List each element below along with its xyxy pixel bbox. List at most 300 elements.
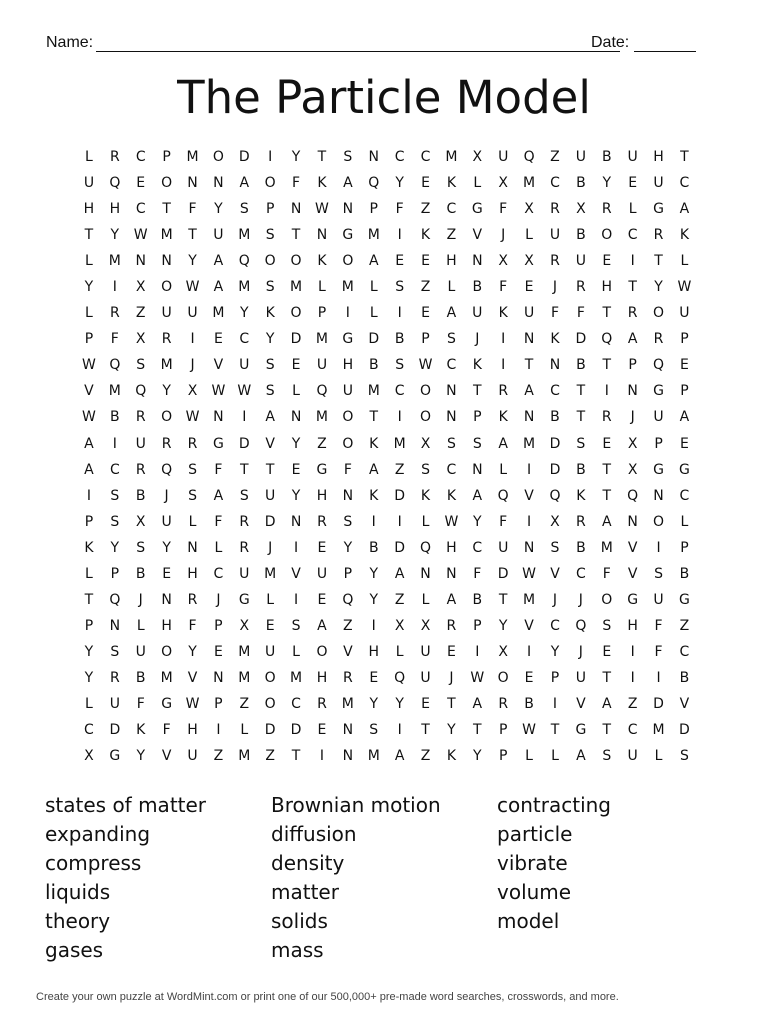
grid-letter: K — [576, 487, 586, 504]
grid-letter: L — [85, 305, 93, 322]
grid-letter: P — [84, 513, 94, 530]
grid-letter: W — [211, 383, 226, 400]
footer-text: Create your own puzzle at WordMint.com or print one of our 500,000+ pre-made word searches, crosswords, and more. — [36, 991, 619, 1003]
grid-letter: Y — [550, 643, 560, 660]
grid-letter: N — [420, 565, 431, 582]
grid-letter: J — [138, 591, 143, 608]
grid-letter: N — [472, 461, 483, 478]
grid-letter: A — [213, 279, 224, 296]
grid-letter: A — [213, 487, 224, 504]
grid-letter: L — [628, 201, 637, 218]
grid-letter: Z — [394, 591, 405, 608]
grid-letter: O — [290, 253, 302, 270]
grid-letter: D — [368, 331, 380, 348]
grid-letter: H — [316, 669, 328, 686]
grid-letter: E — [265, 617, 275, 634]
grid-letter: S — [136, 539, 146, 556]
word-list-item: diffusion — [271, 822, 357, 846]
grid-letter: I — [397, 409, 402, 426]
grid-letter: A — [498, 435, 508, 452]
grid-letter: R — [135, 409, 146, 426]
grid-letter: D — [109, 722, 121, 739]
grid-letter: K — [420, 227, 431, 244]
word-list-item: vibrate — [497, 851, 568, 875]
grid-letter: W — [444, 513, 459, 530]
grid-letter: N — [523, 539, 535, 556]
grid-letter: Y — [188, 253, 197, 270]
grid-letter: I — [552, 696, 558, 712]
grid-letter: L — [85, 149, 93, 166]
grid-letter: X — [498, 643, 508, 660]
grid-letter: I — [216, 722, 221, 739]
grid-letter: E — [317, 722, 327, 739]
grid-letter: C — [291, 696, 301, 712]
grid-letter: Z — [135, 305, 146, 322]
grid-letter: O — [161, 175, 173, 192]
grid-letter: M — [367, 383, 380, 400]
grid-letter: N — [290, 409, 302, 426]
grid-letter: I — [242, 409, 247, 426]
grid-letter: M — [367, 748, 380, 765]
grid-letter: O — [601, 227, 613, 244]
grid-letter: J — [501, 227, 506, 244]
grid-letter: W — [677, 279, 692, 296]
page-title: The Particle Model — [177, 71, 591, 124]
grid-letter: E — [317, 539, 327, 556]
grid-letter: U — [109, 696, 120, 712]
grid-letter: N — [523, 409, 535, 426]
grid-letter: I — [397, 513, 402, 530]
grid-letter: Z — [213, 748, 224, 765]
grid-letter: N — [109, 617, 121, 634]
grid-letter: T — [473, 383, 482, 400]
grid-letter: L — [318, 279, 326, 296]
grid-letter: T — [576, 409, 586, 426]
grid-letter: U — [316, 565, 328, 582]
grid-letter: O — [264, 696, 276, 712]
grid-letter: N — [187, 539, 198, 556]
grid-letter: L — [85, 565, 93, 582]
grid-letter: G — [575, 722, 587, 739]
grid-letter: Y — [214, 201, 223, 218]
grid-letter: A — [368, 253, 379, 270]
grid-letter: L — [680, 513, 689, 530]
grid-letter: C — [84, 722, 94, 739]
grid-letter: K — [446, 748, 456, 765]
grid-letter: D — [264, 722, 276, 739]
grid-letter: U — [239, 357, 250, 374]
grid-letter: I — [397, 227, 402, 244]
grid-letter: A — [84, 435, 94, 452]
grid-letter: E — [317, 591, 327, 608]
grid-letter: O — [342, 409, 354, 426]
grid-letter: X — [498, 253, 508, 270]
grid-letter: L — [654, 748, 663, 765]
grid-letter: C — [109, 461, 120, 478]
grid-letter: F — [499, 201, 508, 218]
grid-letter: Y — [188, 643, 197, 660]
grid-letter: L — [551, 748, 559, 765]
grid-letter: R — [550, 201, 560, 218]
grid-letter: T — [84, 591, 94, 608]
grid-letter: L — [525, 227, 533, 244]
grid-letter: M — [341, 696, 354, 712]
grid-letter: I — [397, 305, 402, 322]
grid-letter: R — [239, 513, 250, 530]
grid-letter: R — [187, 591, 198, 608]
grid-letter: T — [654, 253, 663, 270]
grid-letter: M — [523, 591, 536, 608]
grid-letter: O — [653, 305, 665, 322]
grid-letter: Z — [550, 149, 560, 166]
grid-letter: T — [291, 227, 301, 244]
grid-letter: T — [628, 279, 637, 296]
grid-letter: U — [679, 305, 690, 322]
grid-letter: I — [527, 643, 532, 660]
grid-letter: Y — [84, 643, 94, 660]
word-list-item: volume — [497, 880, 572, 904]
grid-letter: W — [418, 357, 433, 374]
grid-letter: I — [630, 643, 635, 660]
grid-letter: M — [108, 253, 121, 270]
grid-letter: Y — [369, 565, 379, 582]
grid-letter: B — [576, 175, 586, 192]
grid-letter: T — [602, 357, 612, 374]
grid-letter: B — [601, 149, 612, 166]
grid-letter: L — [85, 253, 93, 270]
grid-letter: C — [472, 539, 483, 556]
grid-letter: N — [161, 253, 172, 270]
grid-letter: R — [653, 227, 664, 244]
grid-letter: N — [627, 383, 638, 400]
grid-letter: I — [190, 331, 195, 348]
grid-letter: X — [472, 149, 483, 166]
grid-letter: P — [214, 617, 223, 634]
grid-letter: R — [550, 253, 560, 270]
grid-letter: G — [212, 435, 224, 452]
grid-letter: G — [342, 331, 354, 348]
grid-letter: B — [524, 696, 534, 712]
grid-letter: I — [630, 669, 635, 686]
grid-letter: U — [653, 591, 664, 608]
grid-letter: E — [213, 643, 223, 660]
grid-letter: F — [654, 617, 663, 634]
grid-letter: H — [368, 643, 379, 660]
grid-letter: R — [627, 305, 638, 322]
date-field-line[interactable] — [634, 51, 696, 52]
grid-letter: W — [237, 383, 252, 400]
grid-letter: Q — [109, 357, 121, 374]
grid-letter: T — [265, 461, 275, 478]
grid-letter: I — [501, 357, 506, 374]
grid-letter: Y — [110, 227, 120, 244]
grid-letter: B — [550, 409, 560, 426]
grid-letter: G — [161, 696, 173, 712]
grid-letter: Y — [473, 513, 482, 530]
grid-letter: D — [497, 565, 509, 582]
grid-letter: V — [627, 539, 638, 556]
grid-letter: R — [498, 696, 509, 712]
grid-letter: B — [576, 227, 586, 244]
grid-letter: M — [238, 669, 251, 686]
grid-letter: C — [550, 383, 560, 400]
grid-letter: V — [161, 748, 172, 765]
grid-letter: R — [109, 669, 120, 686]
grid-letter: R — [239, 539, 250, 556]
word-list-item: particle — [497, 822, 573, 846]
grid-letter: U — [420, 669, 431, 686]
grid-letter: H — [627, 617, 638, 634]
grid-letter: U — [161, 513, 172, 530]
grid-letter: V — [187, 669, 198, 686]
grid-letter: D — [264, 513, 276, 530]
grid-letter: N — [213, 409, 224, 426]
grid-letter: Q — [109, 591, 121, 608]
grid-letter: E — [291, 461, 301, 478]
grid-letter: C — [679, 175, 690, 192]
grid-letter: Y — [602, 175, 612, 192]
grid-letter: T — [602, 305, 612, 322]
grid-letter: T — [473, 722, 482, 739]
grid-letter: Y — [291, 487, 301, 504]
grid-letter: L — [85, 696, 93, 712]
grid-letter: M — [523, 175, 536, 192]
grid-letter: M — [290, 279, 303, 296]
grid-letter: U — [575, 149, 586, 166]
grid-letter: T — [576, 383, 586, 400]
grid-letter: F — [136, 696, 145, 712]
word-list-item: solids — [271, 909, 328, 933]
grid-letter: H — [601, 279, 613, 296]
grid-letter: O — [212, 149, 224, 166]
word-list — [45, 791, 725, 965]
grid-letter: L — [680, 253, 689, 270]
grid-letter: D — [290, 722, 302, 739]
grid-letter: V — [343, 643, 353, 660]
grid-letter: I — [371, 617, 376, 634]
grid-letter: Q — [523, 149, 535, 166]
grid-letter: P — [110, 565, 120, 582]
grid-letter: D — [394, 539, 406, 556]
grid-letter: E — [628, 175, 638, 192]
grid-letter: C — [394, 149, 405, 166]
grid-letter: U — [653, 409, 664, 426]
grid-letter: Y — [395, 696, 404, 712]
grid-letter: I — [371, 513, 376, 530]
grid-letter: D — [549, 461, 561, 478]
grid-letter: U — [135, 435, 146, 452]
grid-letter: N — [446, 383, 457, 400]
grid-letter: K — [317, 253, 327, 270]
grid-letter: A — [679, 201, 690, 218]
name-label: Name: — [46, 34, 94, 51]
grid-letter: B — [110, 409, 120, 426]
grid-letter: O — [497, 669, 509, 686]
grid-letter: B — [394, 331, 405, 348]
grid-letter: S — [654, 565, 663, 582]
grid-letter: C — [446, 461, 457, 478]
grid-letter: A — [627, 331, 638, 348]
grid-letter: F — [214, 461, 223, 478]
grid-letter: R — [317, 696, 327, 712]
grid-letter: O — [601, 591, 613, 608]
grid-letter: A — [576, 748, 586, 765]
grid-letter: V — [291, 565, 301, 582]
grid-letter: C — [627, 227, 638, 244]
grid-letter: C — [679, 643, 690, 660]
grid-letter: O — [316, 643, 328, 660]
grid-letter: J — [630, 409, 635, 426]
grid-letter: N — [290, 201, 302, 218]
grid-letter: U — [523, 305, 535, 322]
word-search-grid — [76, 144, 697, 769]
grid-letter: G — [471, 201, 483, 218]
grid-letter: E — [213, 331, 223, 348]
grid-letter: C — [239, 331, 250, 348]
grid-letter: V — [213, 357, 224, 374]
grid-letter: A — [394, 748, 405, 765]
grid-letter: B — [576, 357, 586, 374]
grid-letter: U — [549, 227, 561, 244]
grid-letter: M — [264, 565, 277, 582]
grid-letter: X — [135, 279, 146, 296]
grid-letter: B — [679, 669, 690, 686]
grid-letter: E — [162, 565, 172, 582]
grid-letter: K — [369, 487, 379, 504]
grid-letter: Y — [162, 383, 171, 400]
grid-letter: H — [316, 487, 328, 504]
grid-letter: T — [498, 591, 508, 608]
grid-letter: U — [161, 305, 172, 322]
grid-letter: S — [265, 227, 275, 244]
word-list-item: model — [497, 909, 560, 933]
grid-letter: T — [317, 149, 327, 166]
grid-letter: Y — [291, 149, 301, 166]
grid-letter: Q — [342, 591, 354, 608]
grid-letter: M — [160, 227, 173, 244]
grid-letter: A — [601, 513, 612, 530]
grid-letter: I — [656, 669, 661, 686]
grid-letter: B — [576, 461, 586, 478]
grid-letter: D — [238, 435, 250, 452]
grid-letter: M — [108, 383, 121, 400]
grid-letter: U — [316, 357, 328, 374]
grid-letter: B — [472, 279, 483, 296]
grid-letter: Y — [162, 539, 171, 556]
grid-letter: S — [446, 435, 456, 452]
grid-letter: T — [602, 461, 612, 478]
grid-letter: X — [524, 201, 534, 218]
grid-letter: M — [445, 149, 458, 166]
grid-letter: V — [524, 617, 534, 634]
grid-letter: Q — [497, 487, 509, 504]
grid-letter: G — [679, 461, 690, 478]
grid-letter: N — [446, 409, 457, 426]
name-field-line[interactable] — [96, 51, 620, 52]
grid-letter: C — [446, 357, 457, 374]
grid-letter: J — [552, 279, 558, 296]
grid-letter: M — [600, 539, 613, 556]
grid-letter: O — [420, 409, 432, 426]
grid-letter: G — [238, 591, 250, 608]
grid-letter: X — [187, 383, 198, 400]
grid-letter: Y — [84, 669, 94, 686]
grid-letter: J — [216, 591, 221, 608]
grid-letter: N — [472, 253, 483, 270]
grid-letter: A — [265, 409, 275, 426]
grid-letter: L — [473, 175, 482, 192]
header-row — [46, 30, 696, 56]
grid-letter: M — [341, 279, 354, 296]
grid-letter: Y — [240, 305, 249, 322]
grid-letter: V — [84, 383, 94, 400]
grid-letter: U — [342, 383, 353, 400]
grid-letter: O — [420, 383, 432, 400]
grid-letter: F — [110, 331, 119, 348]
grid-letter: E — [421, 253, 430, 270]
grid-letter: O — [264, 253, 276, 270]
grid-letter: T — [447, 696, 456, 712]
word-column — [271, 791, 497, 965]
grid-letter: S — [265, 279, 275, 296]
grid-letter: D — [679, 722, 690, 739]
grid-letter: F — [188, 617, 197, 634]
word-column — [45, 791, 271, 965]
grid-letter: K — [498, 409, 508, 426]
grid-letter: C — [394, 383, 405, 400]
grid-letter: I — [319, 748, 325, 765]
grid-letter: E — [421, 696, 430, 712]
grid-letter: D — [394, 487, 406, 504]
grid-letter: D — [549, 435, 561, 452]
grid-letter: G — [653, 201, 664, 218]
grid-letter: P — [84, 331, 94, 348]
grid-letter: M — [290, 669, 303, 686]
grid-letter: S — [602, 748, 612, 765]
grid-letter: W — [82, 409, 96, 426]
grid-letter: I — [397, 722, 402, 739]
grid-letter: I — [294, 539, 299, 556]
grid-letter: Z — [343, 617, 353, 634]
grid-letter: A — [368, 461, 379, 478]
grid-letter: J — [190, 357, 195, 374]
grid-letter: C — [446, 201, 457, 218]
grid-letter: U — [498, 149, 509, 166]
grid-letter: T — [369, 409, 379, 426]
grid-letter: K — [498, 305, 508, 322]
grid-letter: I — [604, 383, 609, 400]
grid-letter: L — [447, 279, 456, 296]
grid-letter: U — [627, 149, 638, 166]
grid-letter: S — [110, 487, 120, 504]
grid-letter: T — [602, 722, 612, 739]
grid-letter: R — [498, 383, 509, 400]
grid-letter: W — [185, 279, 200, 296]
grid-letter: L — [266, 591, 275, 608]
grid-letter: P — [265, 201, 275, 218]
grid-letter: L — [421, 513, 430, 530]
grid-letter: E — [602, 253, 612, 270]
grid-letter: H — [342, 357, 354, 374]
grid-letter: N — [135, 253, 146, 270]
grid-letter: Q — [394, 669, 406, 686]
grid-letter: P — [84, 617, 94, 634]
grid-letter: Z — [420, 279, 431, 296]
grid-letter: H — [109, 201, 121, 218]
grid-letter: I — [527, 513, 532, 530]
grid-letter: A — [84, 461, 94, 478]
grid-letter: Q — [420, 539, 432, 556]
